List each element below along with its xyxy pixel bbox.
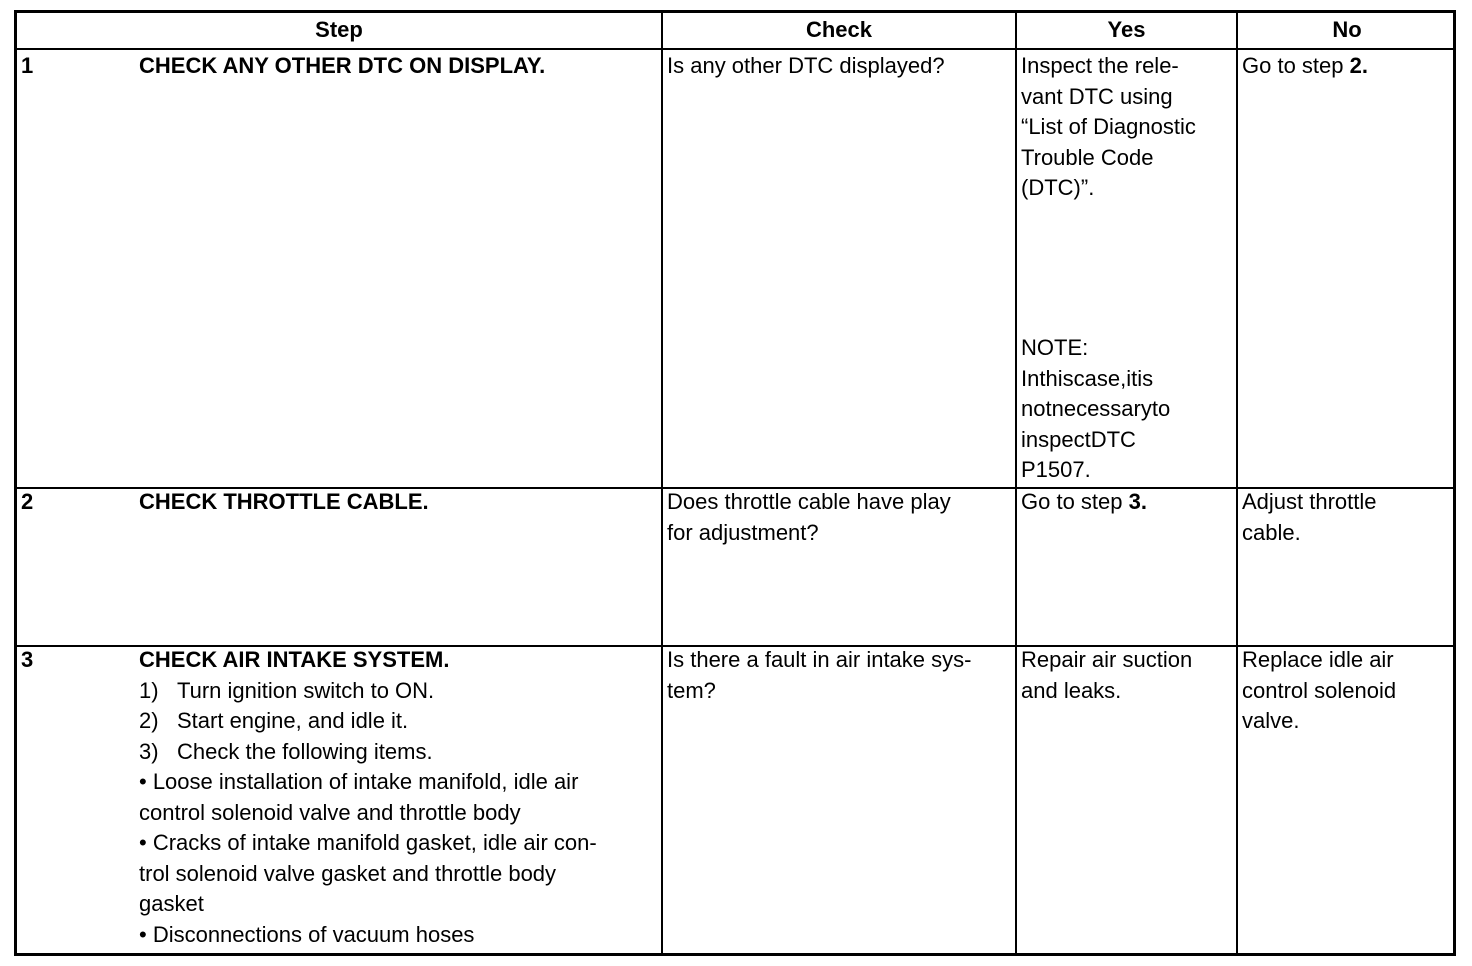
note-block (1021, 333, 1229, 486)
step-reference: 3. (1128, 489, 1147, 514)
note-line: inspectDTC (1021, 426, 1136, 452)
header-step: Step (315, 17, 363, 42)
bullet-line: • Disconnections of vacuum hoses (139, 921, 475, 947)
yes-line: Inspect the rele- (1021, 53, 1179, 78)
bullet-line: • Cracks of intake manifold gasket, idle air con- (139, 830, 597, 855)
no-line: valve. (1242, 708, 1300, 733)
yes-text (1021, 51, 1196, 204)
check-line: for adjustment? (667, 519, 819, 545)
no-line: Adjust throttle (1242, 489, 1377, 514)
check-line: Does throttle cable have play (667, 489, 951, 514)
no-text (1242, 645, 1396, 737)
check-line: tem? (667, 677, 716, 703)
step-reference: 2. (1349, 53, 1368, 78)
yes-line: Repair air suction (1021, 647, 1193, 672)
header-yes: Yes (1107, 17, 1146, 42)
step-title: CHECK THROTTLE CABLE. (139, 489, 429, 514)
bullet-line: • Loose installation of intake manifold, idle air (139, 769, 579, 794)
yes-line: vant DTC using (1021, 83, 1173, 109)
check-line: Is any other DTC displayed? (667, 53, 945, 78)
yes-line: (DTC)”. (1021, 175, 1095, 200)
step-number: 1 (21, 53, 34, 78)
column-divider (1015, 13, 1017, 953)
yes-line: and leaks. (1021, 677, 1122, 703)
header-no: No (1332, 17, 1362, 42)
yes-text (1021, 645, 1192, 706)
column-divider (1236, 13, 1238, 953)
step-number: 2 (21, 489, 34, 514)
yes-line: Trouble Code (1021, 144, 1154, 170)
check-line: Is there a fault in air intake sys- (667, 647, 972, 672)
diagnostic-table (14, 10, 1456, 956)
no-line: control solenoid (1242, 677, 1397, 703)
step-title: CHECK AIR INTAKE SYSTEM. (139, 647, 450, 672)
sub-step: 1) Turn ignition switch to ON. (139, 677, 435, 703)
no-text (1242, 487, 1377, 548)
header-check: Check (805, 17, 873, 42)
note-line: notnecessaryto (1021, 396, 1171, 421)
bullet-line: control solenoid valve and throttle body (139, 799, 521, 825)
yes-text: Go to step 3. (1021, 489, 1147, 514)
bullet-line: trol solenoid valve gasket and throttle body (139, 860, 557, 886)
yes-line: “List of Diagnostic (1021, 114, 1196, 139)
sub-step: 2) Start engine, and idle it. (139, 708, 409, 733)
check-text (667, 487, 951, 548)
bullet-line: gasket (139, 891, 204, 916)
note-line: P1507. (1021, 457, 1091, 482)
note-label: NOTE: (1021, 335, 1089, 360)
no-text: Go to step 2. (1242, 53, 1368, 78)
column-divider (661, 13, 663, 953)
sub-step: 3) Check the following items. (139, 738, 433, 764)
step-number: 3 (21, 647, 34, 672)
check-text (667, 51, 945, 82)
note-line: Inthiscase,itis (1021, 365, 1154, 391)
no-line: cable. (1242, 519, 1301, 545)
no-line: Replace idle air (1242, 647, 1394, 672)
step-title: CHECK ANY OTHER DTC ON DISPLAY. (139, 53, 546, 78)
check-text (667, 645, 971, 706)
step-content (139, 645, 597, 950)
